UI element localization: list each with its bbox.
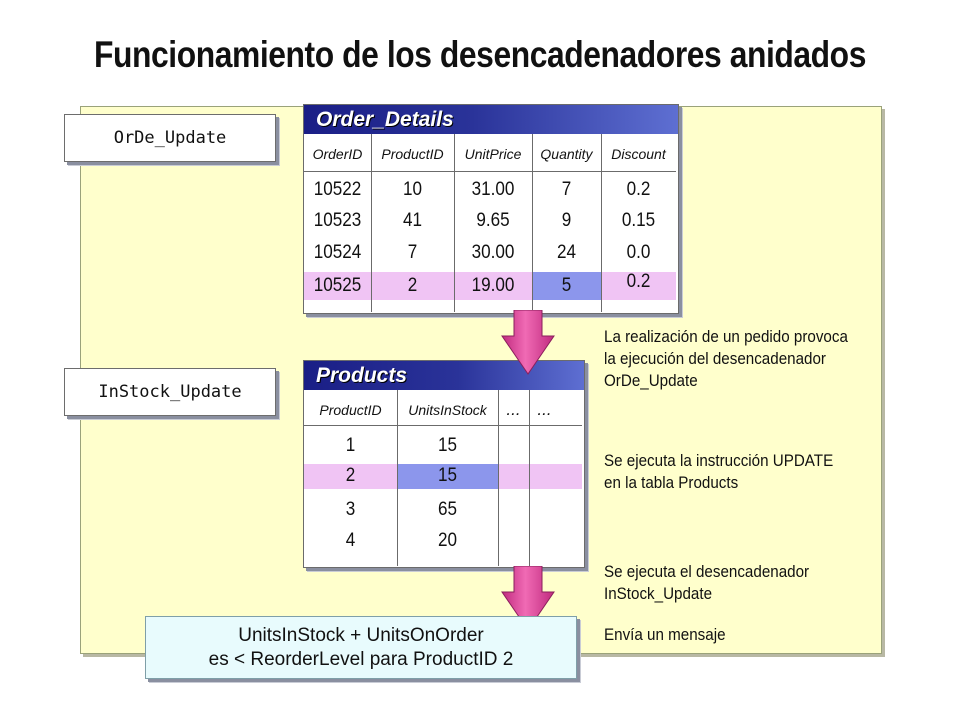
order-cell: 41 bbox=[402, 210, 423, 231]
column-header-ellipsis: ... bbox=[537, 400, 552, 419]
column-header-productid: ProductID bbox=[319, 402, 382, 418]
column-header-unitprice: UnitPrice bbox=[464, 146, 522, 162]
order-cell-new: 10525 bbox=[313, 275, 362, 296]
product-cell: 65 bbox=[437, 499, 458, 520]
order-details-table-title: Order_Details bbox=[304, 105, 678, 134]
order-cell: 10522 bbox=[313, 179, 362, 200]
order-cell: 10524 bbox=[313, 242, 362, 263]
order-cell: 24 bbox=[556, 242, 577, 263]
order-cell: 10523 bbox=[313, 210, 362, 231]
column-header-quantity: Quantity bbox=[540, 146, 593, 162]
order-cell-new: 2 bbox=[407, 275, 418, 296]
order-cell: 9 bbox=[561, 210, 572, 231]
product-cell-updated: 2 bbox=[345, 465, 356, 486]
product-cell: 4 bbox=[345, 530, 356, 551]
product-cell-updated: 15 bbox=[437, 465, 458, 486]
order-trigger-label: OrDe_Update bbox=[113, 128, 227, 148]
message-line-2: es < ReorderLevel para ProductID 2 bbox=[208, 649, 514, 670]
order-cell-new: 5 bbox=[561, 275, 572, 296]
message-line-1: UnitsInStock + UnitsOnOrder bbox=[238, 625, 484, 646]
order-cell: 7 bbox=[407, 242, 418, 263]
order-cell: 0.2 bbox=[626, 179, 651, 200]
order-cell-new: 0.2 bbox=[626, 271, 651, 292]
column-header-productid: ProductID bbox=[381, 146, 444, 162]
order-cell: 30.00 bbox=[471, 242, 515, 263]
order-cell: 31.00 bbox=[471, 179, 515, 200]
note-send-message: Envía un mensaje bbox=[604, 626, 726, 644]
column-header-ellipsis: ... bbox=[506, 400, 521, 419]
order-details-table bbox=[303, 104, 679, 314]
products-table bbox=[303, 360, 585, 568]
products-table-title: Products bbox=[304, 361, 584, 390]
column-header-discount: Discount bbox=[611, 146, 666, 162]
product-cell: 20 bbox=[437, 530, 458, 551]
stock-trigger-label: InStock_Update bbox=[98, 382, 242, 402]
order-cell: 9.65 bbox=[476, 210, 510, 231]
note-order-placed: La realización de un pedido provoca la ejecución del desencadenador OrDe_Update bbox=[604, 328, 848, 390]
column-header-unitsinstock: UnitsInStock bbox=[408, 402, 487, 418]
order-cell: 7 bbox=[561, 179, 572, 200]
products-header-divider bbox=[304, 425, 582, 426]
order-cell-new: 19.00 bbox=[471, 275, 515, 296]
product-cell: 15 bbox=[437, 435, 458, 456]
down-arrow-icon bbox=[500, 310, 556, 376]
slide-title: Funcionamiento de los desencadenadores anidados bbox=[94, 34, 866, 75]
message-box bbox=[145, 616, 577, 679]
order-trigger-box bbox=[64, 114, 276, 162]
order-details-header-divider bbox=[304, 171, 676, 172]
order-cell: 0.0 bbox=[626, 242, 651, 263]
note-update-run: Se ejecuta la instrucción UPDATE en la tabla Products bbox=[604, 452, 834, 492]
order-cell: 10 bbox=[402, 179, 423, 200]
column-header-orderid: OrderID bbox=[312, 146, 363, 162]
stock-trigger-box bbox=[64, 368, 276, 416]
note-trigger-run: Se ejecuta el desencadenador InStock_Update bbox=[604, 563, 810, 603]
order-cell: 0.15 bbox=[621, 210, 656, 231]
product-cell: 3 bbox=[345, 499, 356, 520]
product-cell: 1 bbox=[345, 435, 356, 456]
